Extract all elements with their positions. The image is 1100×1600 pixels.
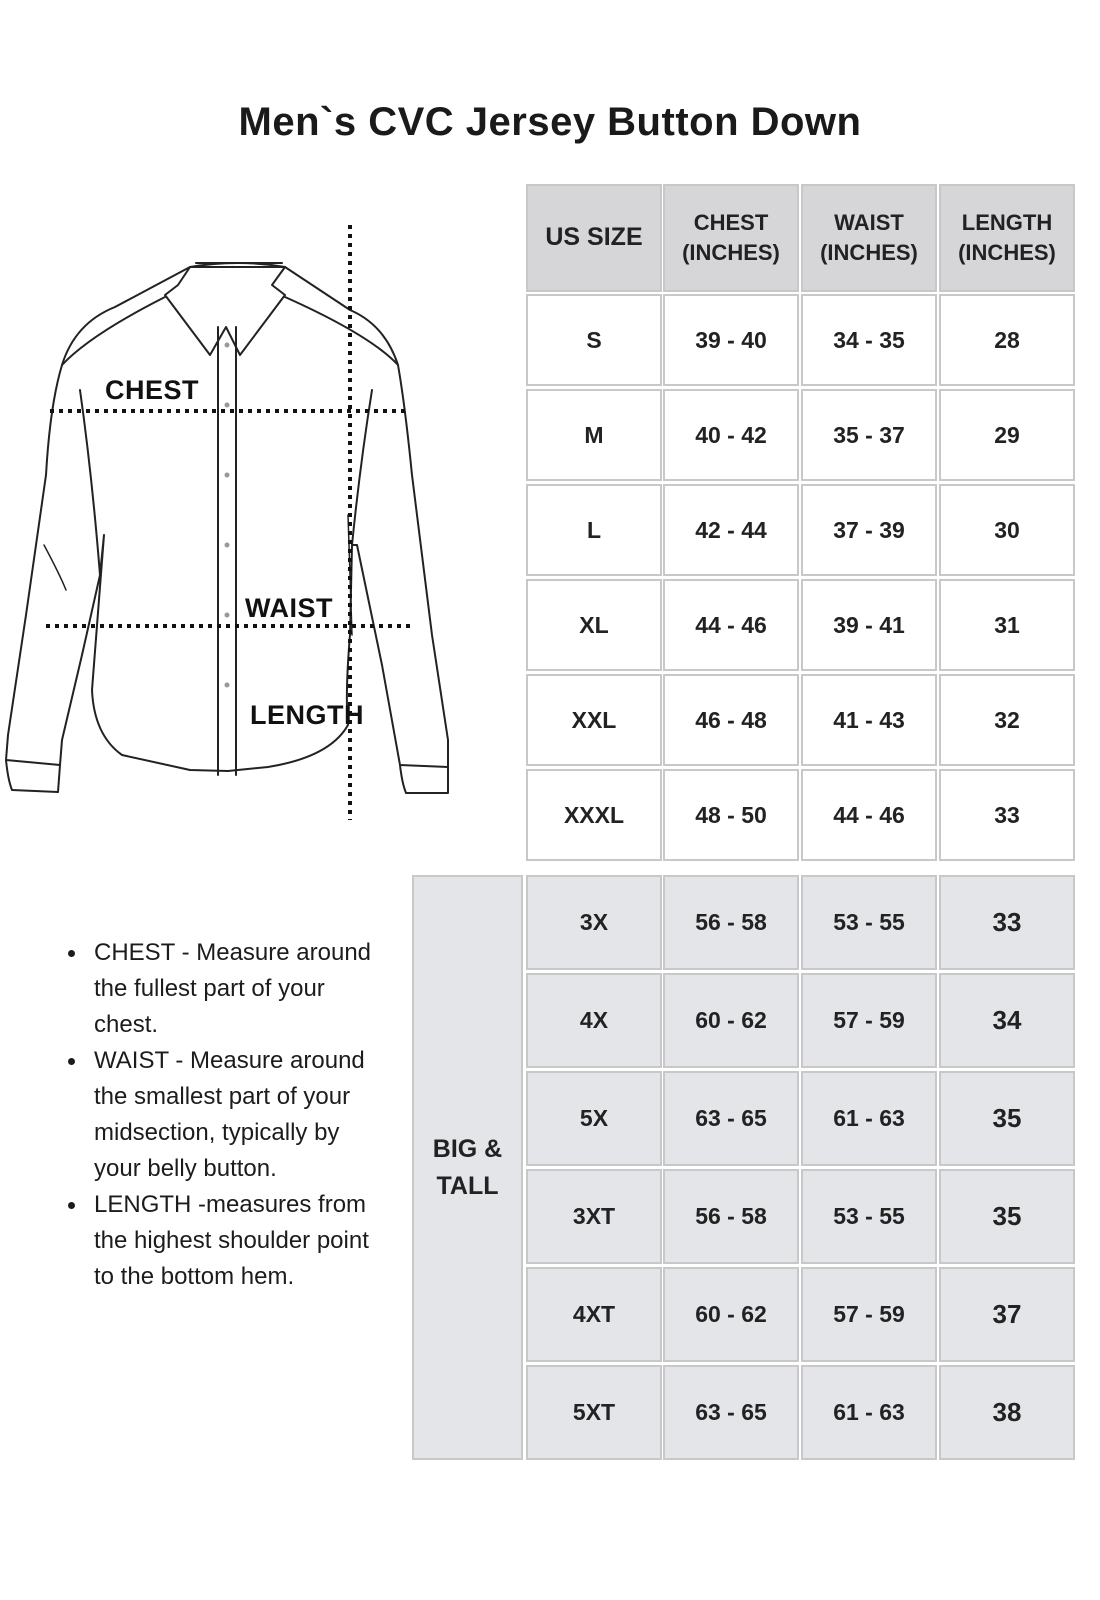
cell-size-xl: XL [526,579,662,671]
cell-chest-m: 40 - 42 [663,389,799,481]
big-tall-label: BIG & TALL [412,875,523,1460]
cell-length-xxxl: 33 [939,769,1075,861]
shirt-diagram [0,215,480,855]
cell-size-xxl: XXL [526,674,662,766]
cell-waist-l: 37 - 39 [801,484,937,576]
chest-label: CHEST [105,375,200,405]
cell-waist-xxxl: 44 - 46 [801,769,937,861]
cell-size-5x: 5X [526,1071,662,1166]
cell-chest-l: 42 - 44 [663,484,799,576]
cell-length-4x: 34 [939,973,1075,1068]
cell-length-5xt: 38 [939,1365,1075,1460]
cell-waist-xxl: 41 - 43 [801,674,937,766]
cell-size-3x: 3X [526,875,662,970]
cell-length-4xt: 37 [939,1267,1075,1362]
cell-chest-3xt: 56 - 58 [663,1169,799,1264]
waist-label: WAIST [245,593,333,623]
header-chest: CHEST (INCHES) [663,184,799,292]
cell-size-xxxl: XXXL [526,769,662,861]
cell-size-4xt: 4XT [526,1267,662,1362]
cell-waist-5x: 61 - 63 [801,1071,937,1166]
header-waist: WAIST (INCHES) [801,184,937,292]
cell-length-xxl: 32 [939,674,1075,766]
cell-waist-3x: 53 - 55 [801,875,937,970]
cell-chest-5x: 63 - 65 [663,1071,799,1166]
cell-chest-4x: 60 - 62 [663,973,799,1068]
measurement-notes [60,935,390,1295]
cell-size-5xt: 5XT [526,1365,662,1460]
cell-chest-5xt: 63 - 65 [663,1365,799,1460]
cell-waist-s: 34 - 35 [801,294,937,386]
header-length: LENGTH (INCHES) [939,184,1075,292]
length-label: LENGTH [250,700,364,730]
cell-length-l: 30 [939,484,1075,576]
note-waist: WAIST - Measure around the smallest part of your midsection, typically by your belly button. [60,1043,390,1187]
cell-length-m: 29 [939,389,1075,481]
cell-chest-xl: 44 - 46 [663,579,799,671]
cell-length-3xt: 35 [939,1169,1075,1264]
cell-waist-4x: 57 - 59 [801,973,937,1068]
cell-waist-5xt: 61 - 63 [801,1365,937,1460]
cell-chest-3x: 56 - 58 [663,875,799,970]
cell-size-s: S [526,294,662,386]
cell-length-xl: 31 [939,579,1075,671]
cell-size-3xt: 3XT [526,1169,662,1264]
cell-chest-s: 39 - 40 [663,294,799,386]
cell-length-5x: 35 [939,1071,1075,1166]
cell-length-3x: 33 [939,875,1075,970]
note-length: LENGTH -measures from the highest shoulder point to the bottom hem. [60,1187,390,1295]
header-size: US SIZE [526,184,662,292]
cell-waist-4xt: 57 - 59 [801,1267,937,1362]
cell-waist-3xt: 53 - 55 [801,1169,937,1264]
note-chest: CHEST - Measure around the fullest part of your chest. [60,935,390,1043]
cell-size-m: M [526,389,662,481]
cell-chest-xxxl: 48 - 50 [663,769,799,861]
cell-size-l: L [526,484,662,576]
cell-waist-xl: 39 - 41 [801,579,937,671]
page-title: Men`s CVC Jersey Button Down [238,100,862,144]
cell-chest-xxl: 46 - 48 [663,674,799,766]
cell-chest-4xt: 60 - 62 [663,1267,799,1362]
cell-size-4x: 4X [526,973,662,1068]
cell-length-s: 28 [939,294,1075,386]
cell-waist-m: 35 - 37 [801,389,937,481]
